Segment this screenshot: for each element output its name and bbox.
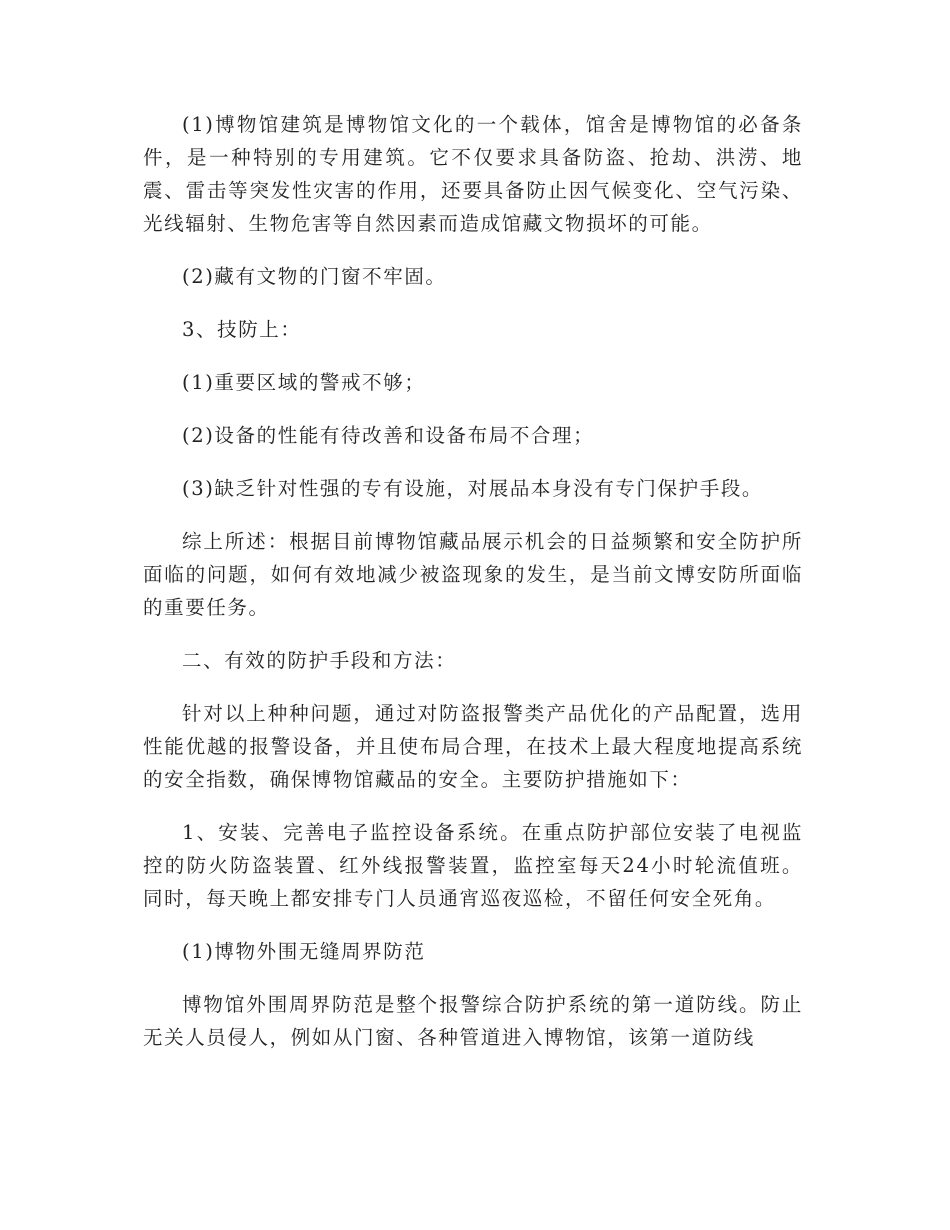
paragraph-alert-insufficient: (1)重要区域的警戒不够； xyxy=(182,371,426,394)
paragraph-summary: 综上所述：根据目前博物馆藏品展示机会的日益频繁和安全防护所面临的问题，如何有效地减少被盗现象的发生，是当前文博安防所面临的重要任务。 xyxy=(143,530,803,619)
section-heading-protection-methods: 二、有效的防护手段和方法： xyxy=(182,649,457,672)
paragraph-building-carrier: (1)博物馆建筑是博物馆文化的一个载体，馆舍是博物馆的必备条件，是一种特别的专用建筑。它不仅要求具备防盗、抢劫、洪涝、地震、雷击等突发性灾害的作用，还要具备防止因气候变化、空气污染、光线辐射、生物危害等自然因素而造成馆藏文物损坏的可能。 xyxy=(143,113,803,235)
paragraph-equipment-layout: (2)设备的性能有待改善和设备布局不合理； xyxy=(182,424,595,447)
paragraph-doors-windows: (2)藏有文物的门窗不牢固。 xyxy=(182,265,447,288)
paragraph-perimeter-defense: 博物馆外围周界防范是整个报警综合防护系统的第一道防线。防止无关人员侵人，例如从门窗、各种管道进入博物馆，该第一道防线 xyxy=(143,993,803,1049)
paragraph-monitoring-system: 1、安装、完善电子监控设备系统。在重点防护部位安装了电视监控的防火防盗装置、红外线报警装置，监控室每天24小时轮流值班。同时，每天晚上都安排专门人员通宵巡夜巡检，不留任何安全死角。 xyxy=(143,821,803,910)
paragraph-measures-intro: 针对以上种种问题，通过对防盗报警类产品优化的产品配置，选用性能优越的报警设备，并且使布局合理，在技术上最大程度地提高系统的安全指数，确保博物馆藏品的安全。主要防护措施如下： xyxy=(143,702,803,791)
subheading-perimeter: (1)博物外围无缝周界防范 xyxy=(182,940,426,963)
paragraph-tech-defense-heading: 3、技防上： xyxy=(182,318,302,341)
document-body xyxy=(143,108,803,1074)
paragraph-lack-facilities: (3)缺乏针对性强的专有设施，对展品本身没有专门保护手段。 xyxy=(182,477,764,500)
